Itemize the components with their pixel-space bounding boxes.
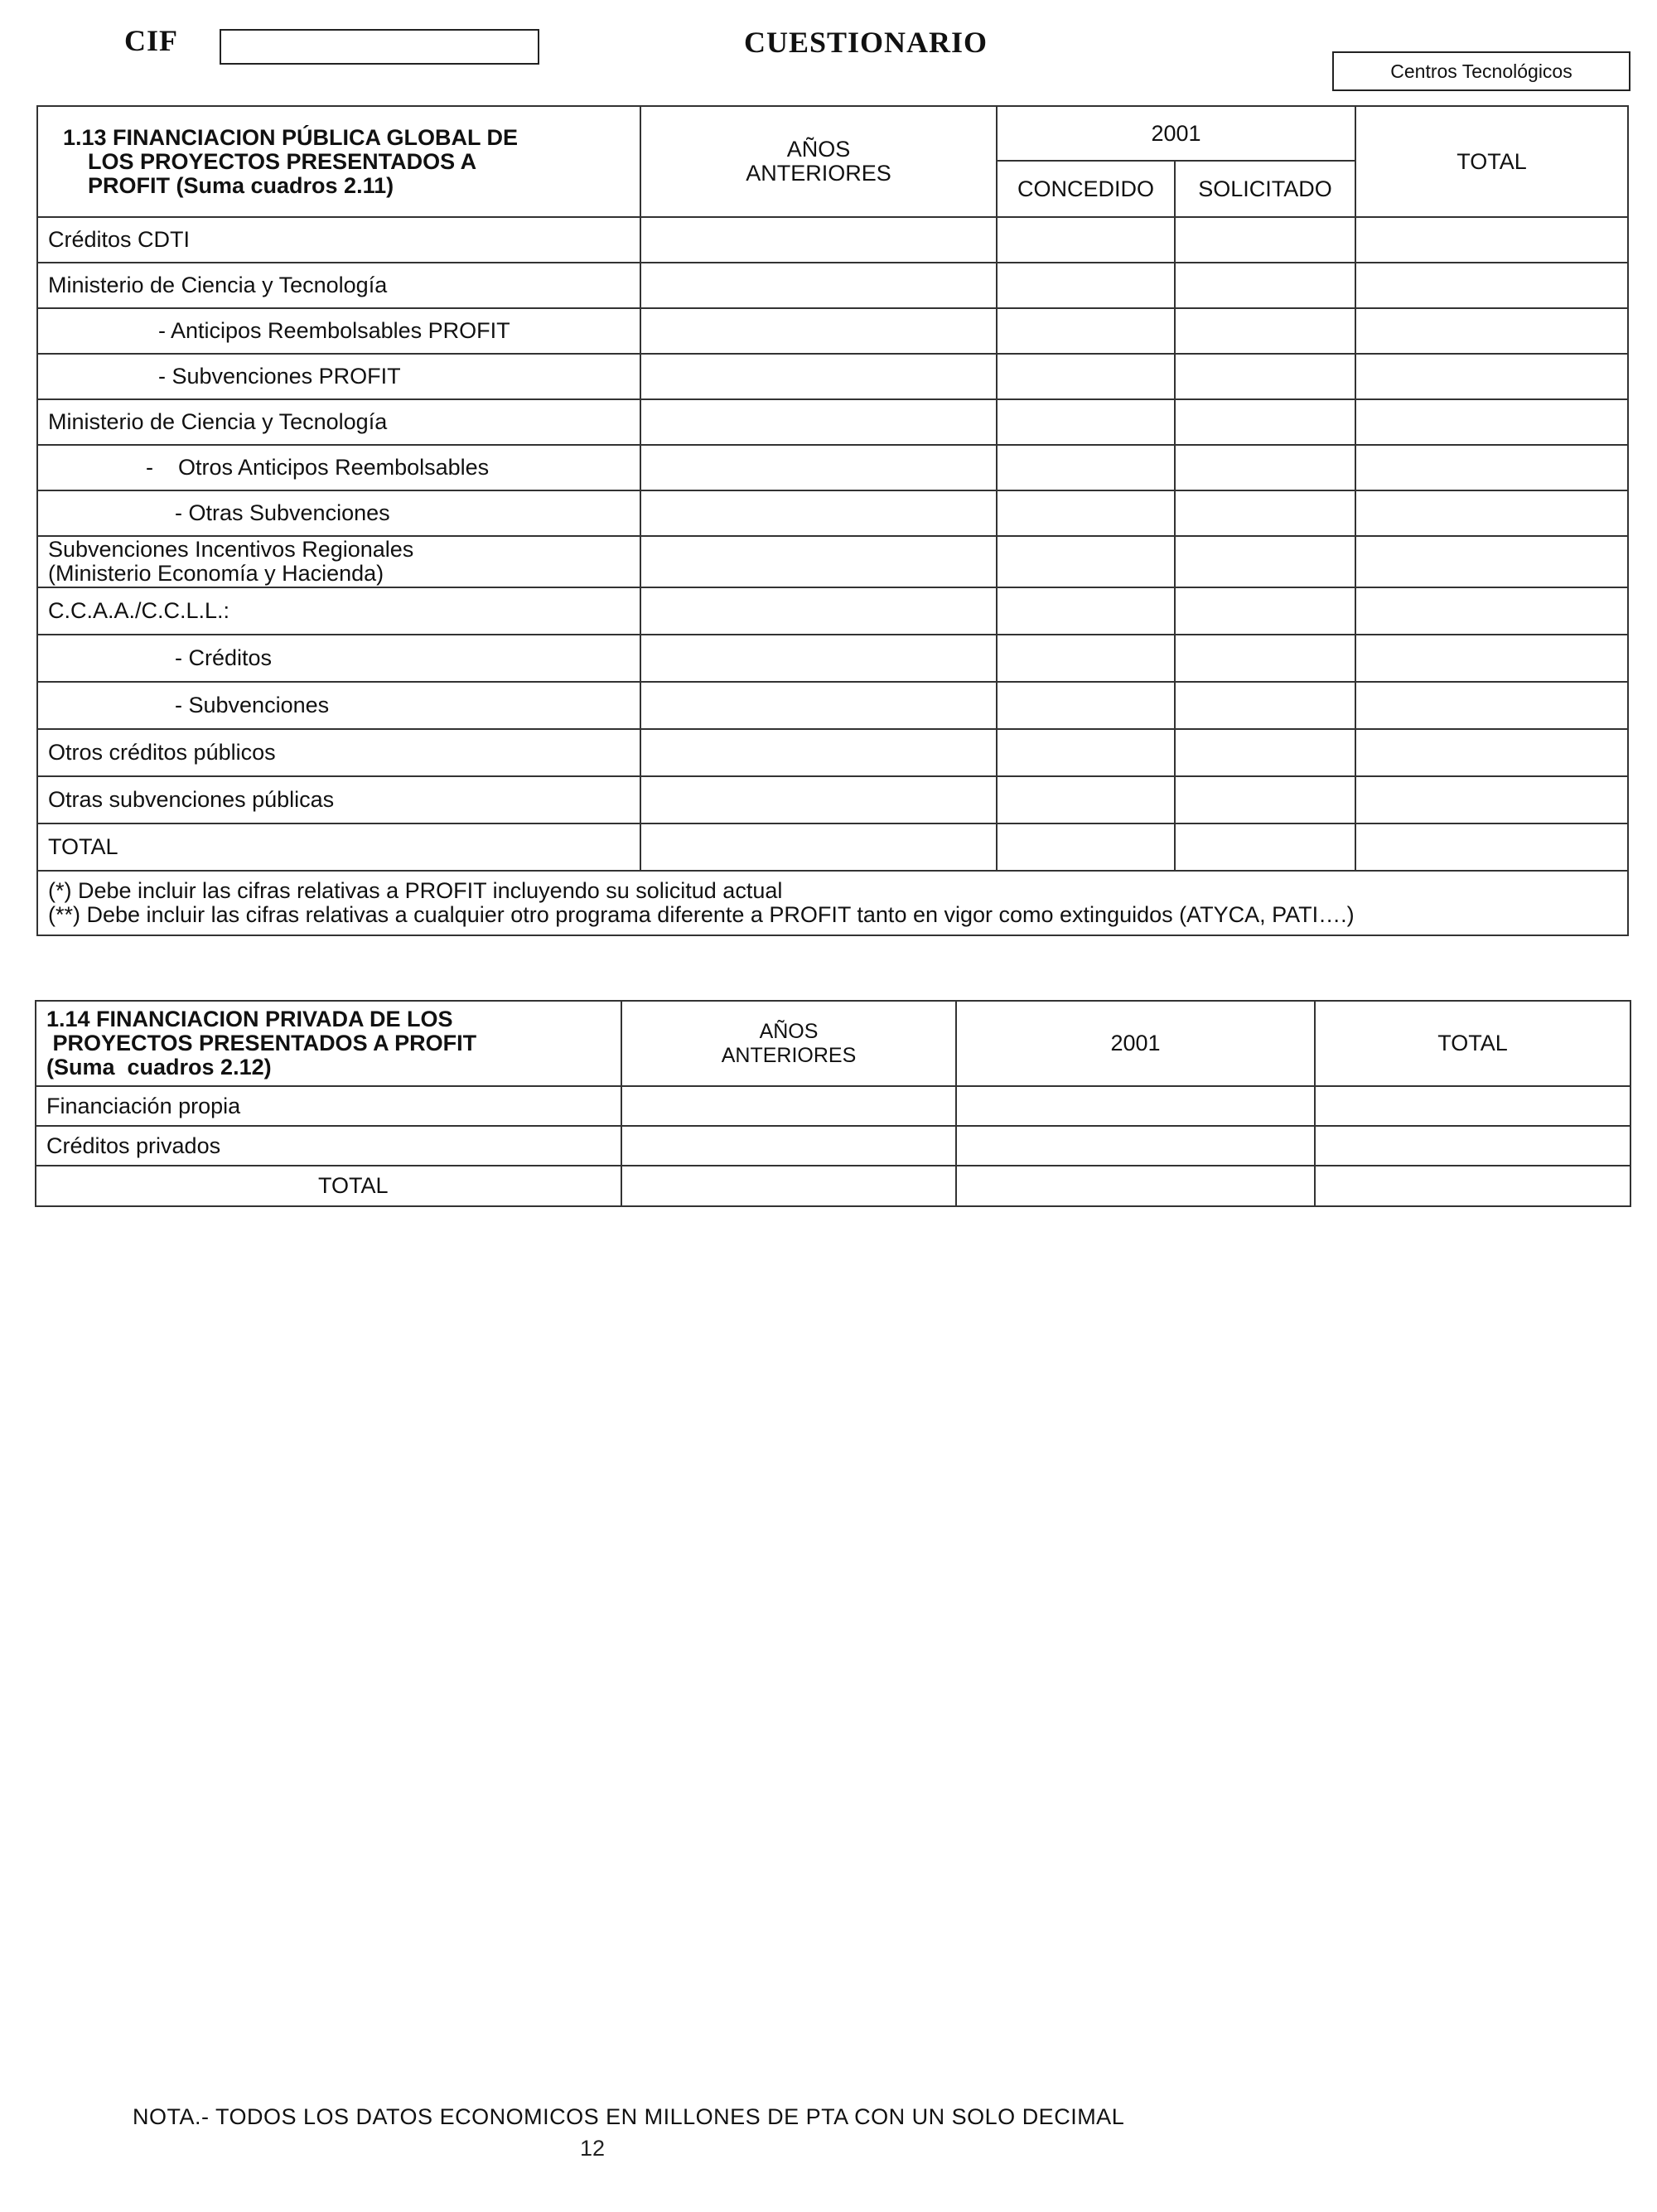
value-cell[interactable] [640,263,997,308]
value-cell[interactable] [1355,587,1628,635]
row-label: - Subvenciones PROFIT [37,354,640,399]
value-cell[interactable] [956,1166,1315,1206]
value-cell[interactable] [1175,587,1355,635]
private-funding-heading: 1.14 FINANCIACION PRIVADA DE LOS PROYECTOS PRESENTADOS A PROFIT (Suma cuadros 2.12) [36,1001,621,1086]
footnote: (**) Debe incluir las cifras relativas a cualquier otro programa diferente a PROFIT tanto en vigor como extinguidos (ATYCA, PATI….) [48,902,1355,927]
value-cell[interactable] [1355,776,1628,823]
value-cell[interactable] [997,399,1175,445]
value-cell[interactable] [621,1166,956,1206]
row-label: TOTAL [37,823,640,871]
value-cell[interactable] [1175,308,1355,354]
value-cell[interactable] [621,1126,956,1166]
table-row [36,1126,1630,1166]
value-cell[interactable] [1355,399,1628,445]
value-cell[interactable] [1355,445,1628,490]
column-header-total: TOTAL [1315,1001,1630,1086]
value-cell[interactable] [640,536,997,587]
value-cell[interactable] [1175,635,1355,682]
value-cell[interactable] [640,776,997,823]
column-header-granted: CONCEDIDO [997,161,1175,217]
value-cell[interactable] [1175,823,1355,871]
value-cell[interactable] [997,682,1175,729]
table-row [37,729,1628,776]
value-cell[interactable] [1355,536,1628,587]
column-header-year: 2001 [997,106,1355,161]
value-cell[interactable] [1355,729,1628,776]
private-funding-table [35,1000,1631,1207]
value-cell[interactable] [997,354,1175,399]
row-label: - Otros Anticipos Reembolsables [37,445,640,490]
column-header-requested: SOLICITADO [1175,161,1355,217]
table-row [37,536,1628,587]
value-cell[interactable] [1355,263,1628,308]
value-cell[interactable] [1175,490,1355,536]
value-cell[interactable] [997,635,1175,682]
cif-field[interactable] [220,29,539,65]
value-cell[interactable] [997,776,1175,823]
value-cell[interactable] [1355,682,1628,729]
row-label: - Créditos [37,635,640,682]
value-cell[interactable] [956,1086,1315,1126]
cif-label: CIF [124,24,178,57]
table-row [37,263,1628,308]
row-label: C.C.A.A./C.C.L.L.: [37,587,640,635]
value-cell[interactable] [1175,682,1355,729]
row-label: Créditos privados [36,1126,621,1166]
row-label: Subvenciones Incentivos Regionales (Ministerio Economía y Hacienda) [37,536,640,587]
value-cell[interactable] [1175,536,1355,587]
column-header-total: TOTAL [1355,106,1628,217]
value-cell[interactable] [640,587,997,635]
value-cell[interactable] [1355,635,1628,682]
value-cell[interactable] [640,445,997,490]
value-cell[interactable] [640,354,997,399]
value-cell[interactable] [1315,1166,1630,1206]
table-row [37,354,1628,399]
value-cell[interactable] [640,635,997,682]
value-cell[interactable] [1175,354,1355,399]
public-funding-table [36,105,1629,936]
row-label: - Anticipos Reembolsables PROFIT [37,308,640,354]
row-label: - Subvenciones [37,682,640,729]
table-row [37,682,1628,729]
value-cell[interactable] [997,729,1175,776]
value-cell[interactable] [1175,217,1355,263]
table-row [37,217,1628,263]
footnotes [37,871,1628,935]
column-header-previous-years: AÑOS ANTERIORES [621,1001,956,1086]
value-cell[interactable] [997,587,1175,635]
value-cell[interactable] [1175,263,1355,308]
value-cell[interactable] [1175,399,1355,445]
row-label: Créditos CDTI [37,217,640,263]
row-label: Financiación propia [36,1086,621,1126]
value-cell[interactable] [997,217,1175,263]
table-row [37,445,1628,490]
table-row [36,1166,1630,1206]
value-cell[interactable] [997,308,1175,354]
footnote: (*) Debe incluir las cifras relativas a PROFIT incluyendo su solicitud actual [48,878,783,903]
value-cell[interactable] [1355,217,1628,263]
page-title: CUESTIONARIO [744,26,988,59]
value-cell[interactable] [1315,1126,1630,1166]
value-cell[interactable] [956,1126,1315,1166]
value-cell[interactable] [1175,445,1355,490]
row-label: Ministerio de Ciencia y Tecnología [37,263,640,308]
row-label: TOTAL [36,1166,621,1206]
row-label: - Otras Subvenciones [37,490,640,536]
row-label: Otras subvenciones públicas [37,776,640,823]
table-row [37,490,1628,536]
row-label: Ministerio de Ciencia y Tecnología [37,399,640,445]
footer-note: NOTA.- TODOS LOS DATOS ECONOMICOS EN MILLONES DE PTA CON UN SOLO DECIMAL [133,2104,1125,2129]
value-cell[interactable] [997,823,1175,871]
value-cell[interactable] [640,682,997,729]
value-cell[interactable] [640,490,997,536]
value-cell[interactable] [1355,354,1628,399]
value-cell[interactable] [1355,823,1628,871]
value-cell[interactable] [1175,729,1355,776]
table-row [37,587,1628,635]
value-cell[interactable] [997,263,1175,308]
value-cell[interactable] [621,1086,956,1126]
page-number: 12 [580,2136,606,2161]
table-row [37,635,1628,682]
value-cell[interactable] [997,490,1175,536]
row-label: Otros créditos públicos [37,729,640,776]
value-cell[interactable] [997,445,1175,490]
value-cell[interactable] [640,217,997,263]
value-cell[interactable] [640,823,997,871]
table-row [37,399,1628,445]
value-cell[interactable] [1355,308,1628,354]
value-cell[interactable] [640,308,997,354]
table-row [37,823,1628,871]
category-badge: Centros Tecnológicos [1332,51,1630,91]
table-row [36,1086,1630,1126]
value-cell[interactable] [1175,776,1355,823]
value-cell[interactable] [997,536,1175,587]
value-cell[interactable] [1315,1086,1630,1126]
value-cell[interactable] [640,399,997,445]
column-header-previous-years: AÑOS ANTERIORES [640,106,997,217]
table-row [37,308,1628,354]
public-funding-heading: 1.13 FINANCIACION PÚBLICA GLOBAL DE LOS PROYECTOS PRESENTADOS A PROFIT (Suma cuadros 2.11) [37,106,640,217]
column-header-year: 2001 [956,1001,1315,1086]
value-cell[interactable] [1355,490,1628,536]
table-row [37,776,1628,823]
value-cell[interactable] [640,729,997,776]
